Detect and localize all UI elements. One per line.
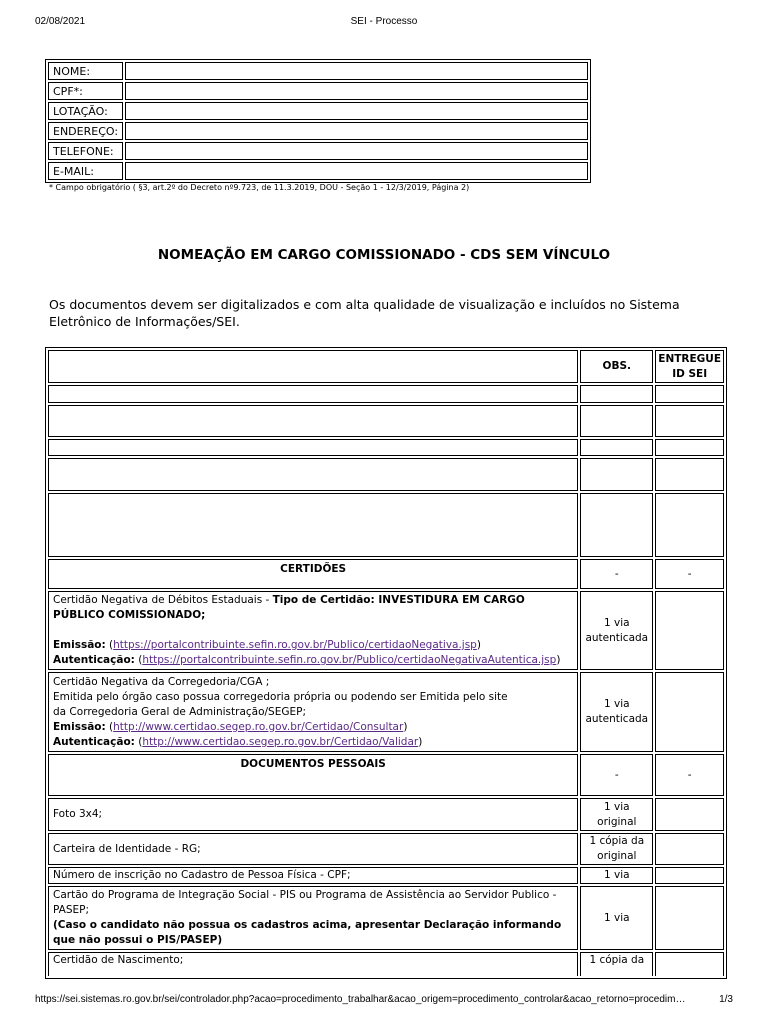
print-header xyxy=(35,16,733,30)
email-field[interactable] xyxy=(125,162,588,180)
obs-line: 1 cópia da xyxy=(589,835,645,847)
table-header-row xyxy=(48,350,724,383)
obs-line: autenticada xyxy=(585,713,649,725)
table-row xyxy=(48,798,724,831)
empty-cell xyxy=(580,405,653,437)
section-obs: - xyxy=(580,754,653,796)
cpf-doc-entregue[interactable] xyxy=(655,867,724,884)
intro-text: Os documentos devem ser digitalizados e com alta qualidade de visualização e incluídos no Sistema Eletrônico de Informações/SEI. xyxy=(49,297,680,329)
section-row-certidoes xyxy=(48,559,724,589)
table-row xyxy=(48,886,724,950)
section-entregue: - xyxy=(655,559,724,589)
print-title: SEI - Processo xyxy=(350,16,418,27)
empty-cell xyxy=(48,439,578,456)
table-row xyxy=(48,493,724,557)
table-row xyxy=(48,162,588,180)
page-number: 1/3 xyxy=(719,994,733,1005)
section-title-certidoes: CERTIDÕES xyxy=(48,559,578,589)
section-title-pessoais: DOCUMENTOS PESSOAIS xyxy=(48,754,578,796)
section-entregue: - xyxy=(655,754,724,796)
empty-cell xyxy=(580,458,653,491)
identification-table xyxy=(45,59,591,183)
empty-cell xyxy=(48,385,578,403)
emissao-label: Emissão: xyxy=(53,639,106,651)
endereco-label: ENDEREÇO: xyxy=(48,122,123,140)
table-row xyxy=(48,439,724,456)
certidao-corregedoria-line: Certidão Negativa da Corregedoria/CGA ; xyxy=(53,675,270,688)
table-row xyxy=(48,62,588,80)
obs-line: original xyxy=(597,815,637,828)
cpf-doc-obs: 1 via xyxy=(580,867,653,884)
print-date: 02/08/2021 xyxy=(35,16,86,27)
empty-cell xyxy=(655,385,724,403)
certidao-estadual-text: Certidão Negativa de Débitos Estaduais - xyxy=(53,594,273,606)
certidao-corregedoria-obs xyxy=(580,672,653,752)
entregue-column-header xyxy=(655,350,724,383)
rg-label: Carteira de Identidade - RG; xyxy=(48,833,578,865)
obs-column-header xyxy=(580,350,653,383)
rg-obs xyxy=(580,833,653,865)
documents-table xyxy=(45,347,727,979)
entregue-header-line2: ID SEI xyxy=(672,367,708,380)
nascimento-label: Certidão de Nascimento; xyxy=(48,952,578,976)
emissao-link[interactable]: https://portalcontribuinte.sefin.ro.gov.br/Publico/certidaoNegativa.jsp xyxy=(113,639,477,651)
certidao-estadual-cell: Certidão Negativa de Débitos Estaduais - Tipo de Certidão: INVESTIDURA EM CARGO PÚBLICO COMISSIONADO; Emissão: (https://portalcontribuinte.sefin.ro.gov.br/Publico/certidaoNegativa.jsp) Autenticação: (https://portalcontribuinte.sefin.ro.gov.br/Publico/certidaoNegativaAutentica.jsp) xyxy=(48,591,578,670)
certidao-corregedoria-cell: Certidão Negativa da Corregedoria/CGA ; Emitida pelo órgão caso possua corregedoria própria ou podendo ser Emitida pelo site da Corregedoria Geral de Administração/SEGEP; Emissão: (http://www.certidao.segep.ro.gov.br/Certidao/Consultar) Autenticação: (http://www.certidao.segep.ro.gov.br/Certidao/Validar) xyxy=(48,672,578,752)
certidao-corregedoria-line: da Corregedoria Geral de Administração/SEGEP; xyxy=(53,705,306,718)
autenticacao-label: Autenticação: xyxy=(53,654,135,666)
autenticacao-link[interactable]: https://portalcontribuinte.sefin.ro.gov.br/Publico/certidaoNegativaAutentica.jsp xyxy=(142,654,557,666)
entregue-header-line1: ENTREGUE xyxy=(658,352,721,365)
empty-cell xyxy=(655,439,724,456)
empty-cell xyxy=(48,405,578,437)
obs-line: 1 via xyxy=(604,698,630,710)
section-row-pessoais xyxy=(48,754,724,796)
page-title: NOMEAÇÃO EM CARGO COMISSIONADO - CDS SEM VÍNCULO xyxy=(157,247,611,263)
pis-cell xyxy=(48,886,578,950)
pis-obs: 1 via xyxy=(580,886,653,950)
pis-entregue[interactable] xyxy=(655,886,724,950)
foto-obs xyxy=(580,798,653,831)
print-footer xyxy=(35,994,733,1008)
certidao-estadual-obs xyxy=(580,591,653,670)
table-row xyxy=(48,82,588,100)
header-empty-cell xyxy=(48,350,578,383)
table-row xyxy=(48,142,588,160)
pis-note: (Caso o candidato não possua os cadastros acima, apresentar Declaração informando que não possui o PIS/PASEP) xyxy=(53,919,562,946)
section-obs: - xyxy=(580,559,653,589)
table-row xyxy=(48,458,724,491)
empty-cell xyxy=(655,458,724,491)
name-field[interactable] xyxy=(125,62,588,80)
obs-line: 1 via xyxy=(604,800,630,813)
emissao-label: Emissão: xyxy=(53,720,106,733)
empty-cell xyxy=(580,439,653,456)
obs-line: autenticada xyxy=(585,631,649,644)
empty-cell xyxy=(48,493,578,557)
foto-entregue[interactable] xyxy=(655,798,724,831)
lotacao-field[interactable] xyxy=(125,102,588,120)
endereco-field[interactable] xyxy=(125,122,588,140)
cpf-doc-label: Número de inscrição no Cadastro de Pessoa Física - CPF; xyxy=(48,867,578,884)
obs-header-text: OBS. xyxy=(602,360,632,372)
table-row xyxy=(48,122,588,140)
cpf-field[interactable] xyxy=(125,82,588,100)
telefone-label: TELEFONE: xyxy=(48,142,123,160)
footnote: * Campo obrigatório ( §3, art.2º do Decreto nº9.723, de 11.3.2019, DOU - Seção 1 - 12/3/2019, Página 2) xyxy=(49,183,470,192)
certidao-estadual-type: Tipo de Certidão: INVESTIDURA EM CARGO PÚBLICO COMISSIONADO; xyxy=(53,594,525,621)
certidao-estadual-entregue[interactable] xyxy=(655,591,724,670)
table-row xyxy=(48,102,588,120)
foto-label: Foto 3x4; xyxy=(48,798,578,831)
email-label: E-MAIL: xyxy=(48,162,123,180)
nascimento-obs: 1 cópia da xyxy=(580,952,653,976)
empty-cell xyxy=(48,458,578,491)
certidao-corregedoria-entregue[interactable] xyxy=(655,672,724,752)
autenticacao-label: Autenticação: xyxy=(53,735,135,748)
certidao-corregedoria-line: Emitida pelo órgão caso possua corregedoria própria ou podendo ser Emitida pelo site xyxy=(53,690,508,703)
empty-cell xyxy=(580,493,653,557)
table-row xyxy=(48,867,724,884)
table-row xyxy=(48,405,724,437)
pis-text: Cartão do Programa de Integração Social - PIS ou Programa de Assistência ao Servidor Publico - PASEP; xyxy=(53,889,557,916)
print-url: https://sei.sistemas.ro.gov.br/sei/controlador.php?acao=procedimento_trabalhar&acao_origem=procedimento_controlar&acao_retorno=procedim… xyxy=(35,994,686,1005)
rg-entregue[interactable] xyxy=(655,833,724,865)
table-row xyxy=(48,672,724,752)
empty-cell xyxy=(655,405,724,437)
empty-cell xyxy=(580,385,653,403)
telefone-field[interactable] xyxy=(125,142,588,160)
obs-line: original xyxy=(597,850,637,862)
table-row xyxy=(48,385,724,403)
lotacao-label: LOTAÇÃO: xyxy=(48,102,123,120)
autenticacao-link[interactable]: http://www.certidao.segep.ro.gov.br/Certidao/Validar xyxy=(142,735,419,748)
table-row xyxy=(48,952,724,976)
nascimento-entregue[interactable] xyxy=(655,952,724,976)
obs-line: 1 via xyxy=(604,616,630,629)
table-row xyxy=(48,833,724,865)
cpf-label: CPF*: xyxy=(48,82,123,100)
name-label: NOME: xyxy=(48,62,123,80)
empty-cell xyxy=(655,493,724,557)
table-row xyxy=(48,591,724,670)
emissao-link[interactable]: http://www.certidao.segep.ro.gov.br/Certidao/Consultar xyxy=(113,720,404,733)
